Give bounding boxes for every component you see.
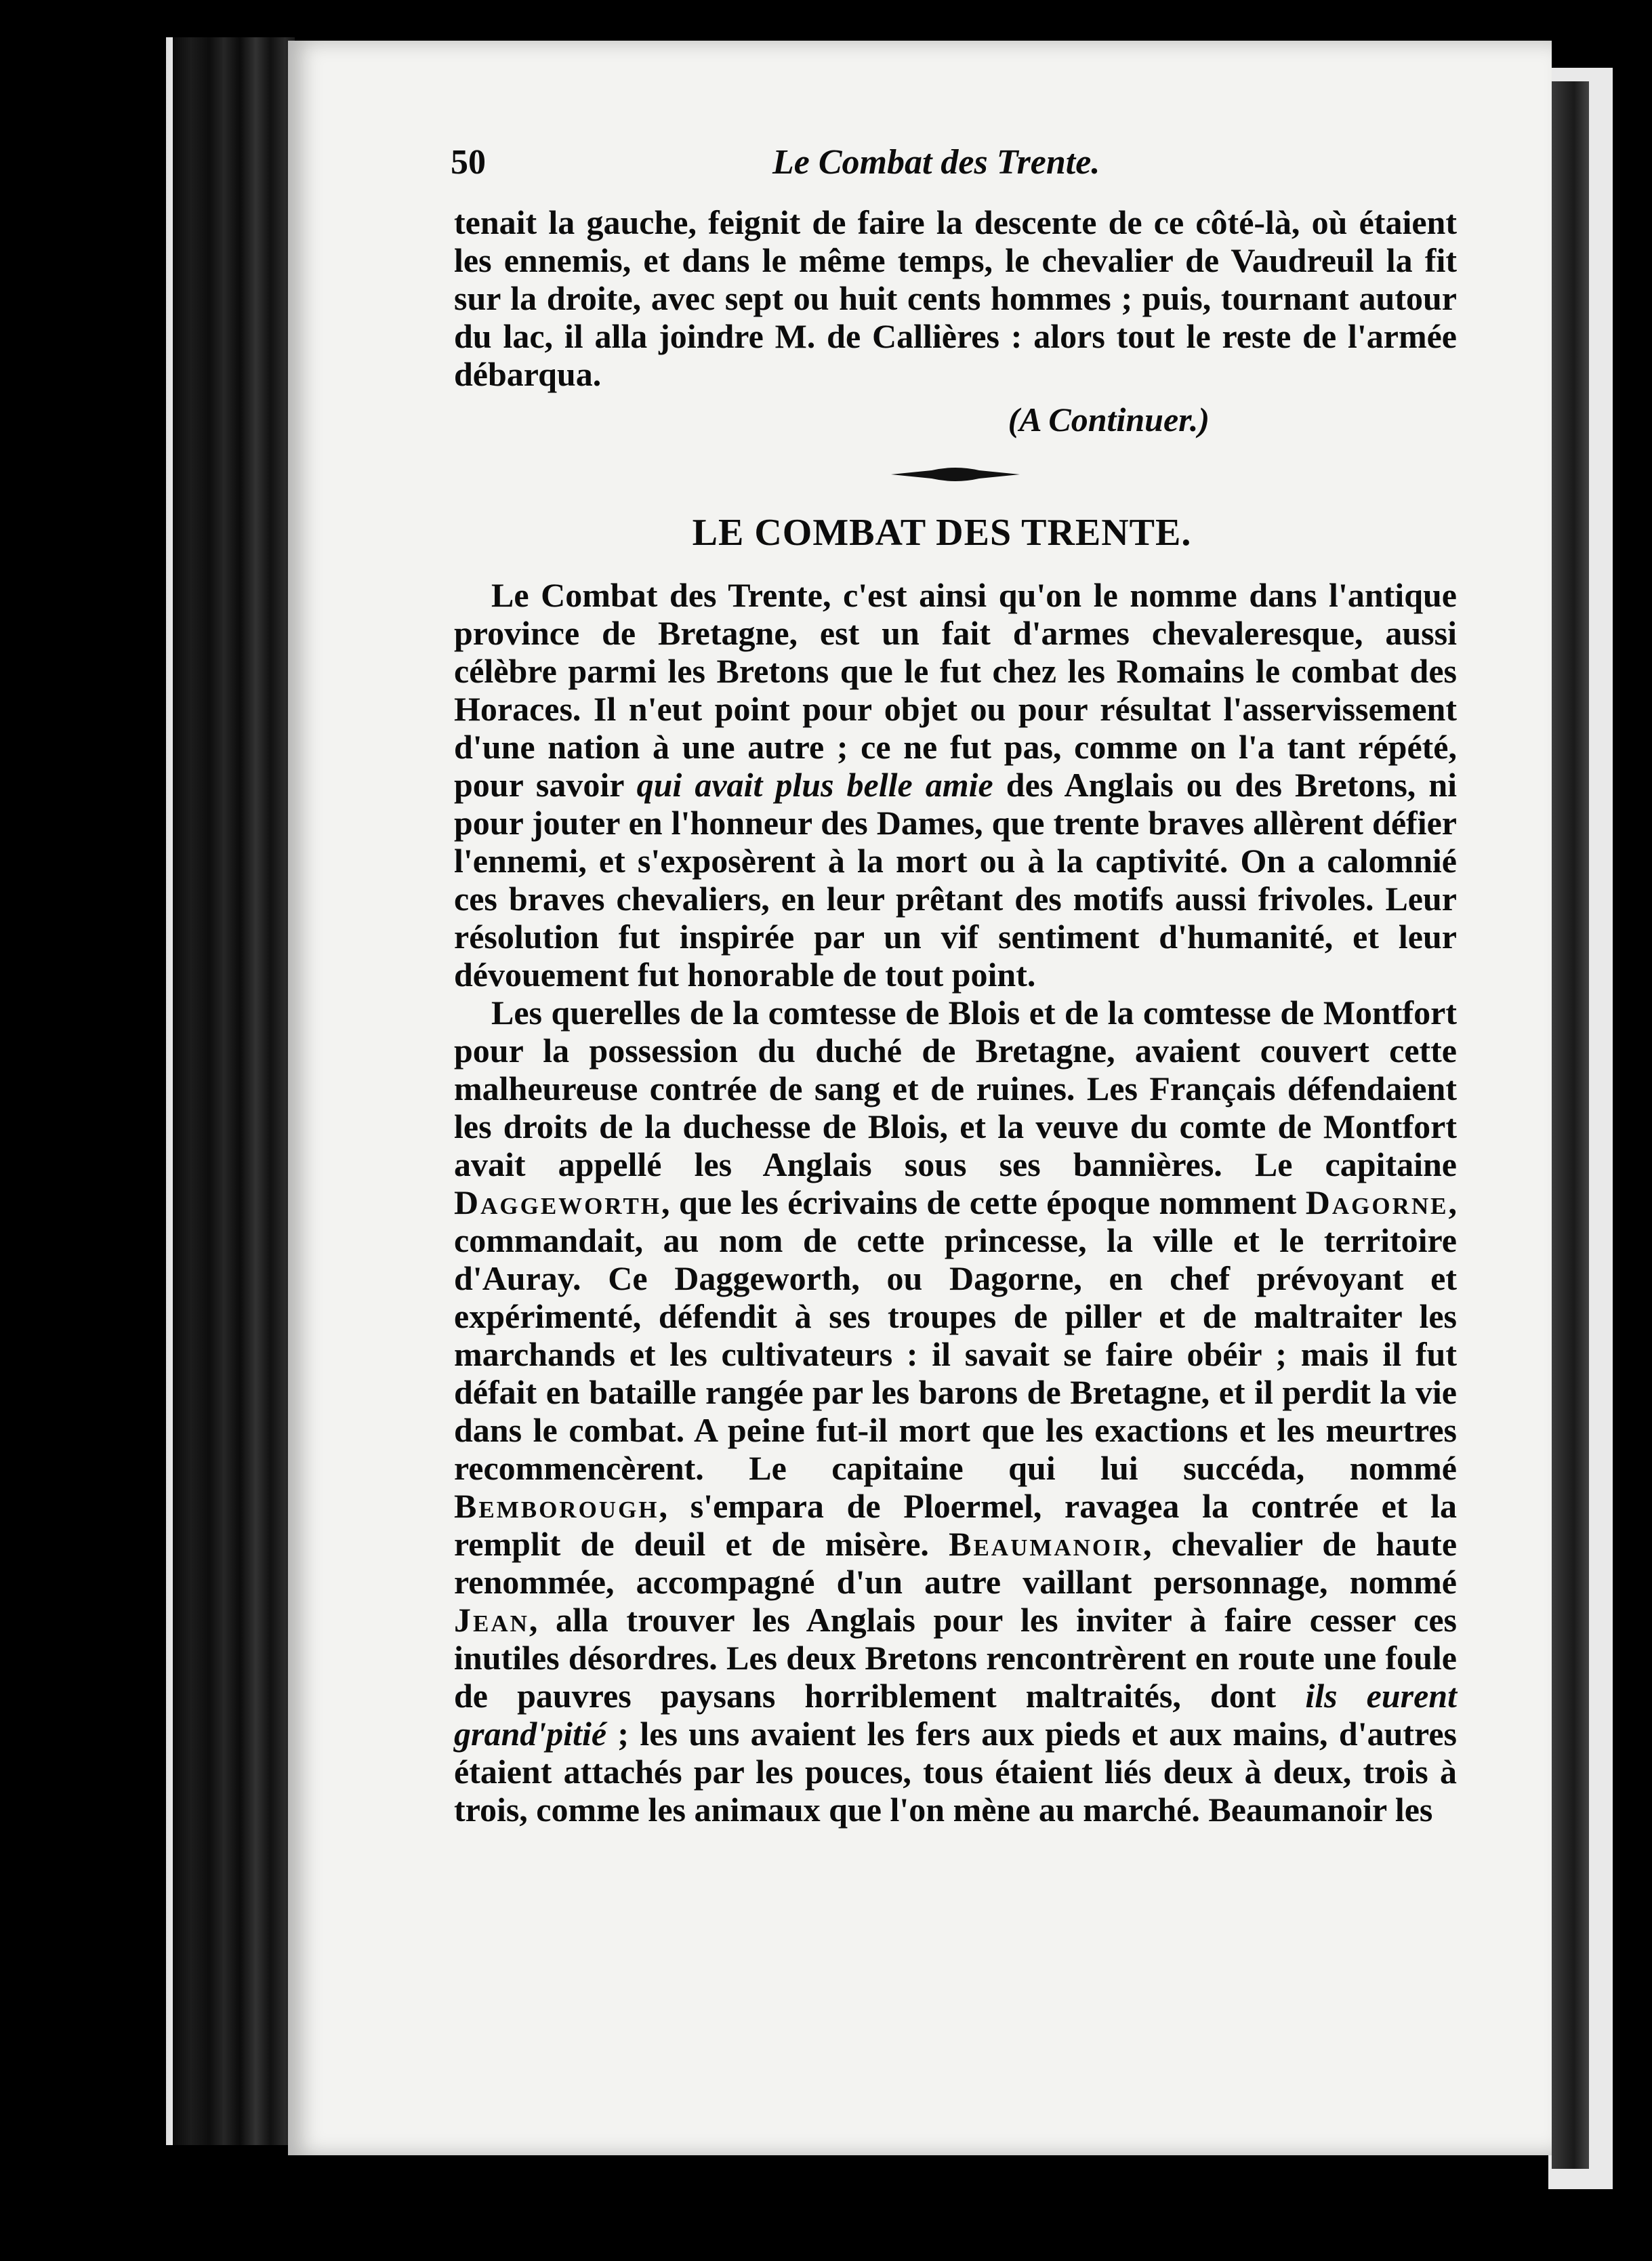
section-divider-ornament [891, 462, 1020, 487]
previous-article-closing: tenait la gauche, feignit de faire la descente de ce côté-là, où étaient les ennemis, et dans le même temps, le chevalier de Vaudreuil la fit sur la droite, avec sept ou huit cents hommes ; puis, tournant autour du lac, il alla joindre M. de Callières : alors tout le reste de l'armée débarqua. [454, 203, 1457, 393]
person-name: Jean [454, 1601, 529, 1639]
italic-phrase: qui avait plus belle amie [636, 766, 993, 804]
continuation-note: (A Continuer.) [1008, 401, 1210, 439]
text-block [451, 142, 1458, 1829]
right-shadow [1552, 81, 1589, 2169]
paragraph-text: , alla trouver les Anglais pour les inviter à faire cesser ces inutiles désordres. Les deux Bretons rencontrèrent en route une foule de pauvres paysans horriblement maltraités, dont [454, 1601, 1457, 1715]
paragraph-text: Le Combat des Trente, c'est ainsi qu'on le nomme dans l'antique province de Bretagne, est un fait d'armes chevaleresque, aussi célèbre parmi les Bretons que le fut chez les Romains le combat des Horaces. Il n'eut point pour objet ou pour résultat l'asservissement d'une nation à une autre ; ce ne fut pas, comme on l'a tant répété, pour savoir [454, 576, 1457, 804]
article-title: LE COMBAT DES TRENTE. [692, 512, 1192, 554]
person-name: Beaumanoir [949, 1525, 1144, 1563]
article-paragraph-1 [454, 576, 1457, 994]
book-spine [173, 37, 295, 2145]
person-name: Dagorne [1305, 1183, 1449, 1221]
running-title: Le Combat des Trente. [772, 143, 1100, 182]
paragraph-text: , que les écrivains de cette époque nomment [661, 1183, 1297, 1221]
italic-phrase: ils eurent grand'pitié [454, 1677, 1458, 1753]
book-page [288, 41, 1552, 2155]
paragraph-text: ; les uns avaient les fers aux pieds et aux mains, d'autres étaient attachés par les pouces, tous étaient liés deux à deux, trois à trois, comme les animaux que l'on mène au marché. Beaumanoir les [454, 1715, 1457, 1829]
paragraph-text: , chevalier de haute renommée, accompagné d'un autre vaillant personnage, nommé [454, 1525, 1458, 1601]
paragraph-text: , s'empara de Ploermel, ravagea la contrée et la remplit de deuil et de misère. [454, 1487, 1457, 1563]
page-number: 50 [451, 143, 486, 182]
person-name: Daggeworth [454, 1183, 662, 1221]
paragraph-text: des Anglais ou des Bretons, ni pour jouter en l'honneur des Dames, que trente braves allèrent défier l'ennemi, et s'exposèrent à la mort ou à la captivité. On a calomnié ces braves chevaliers, en leur prêtant des motifs aussi frivoles. Leur résolution fut inspirée par un vif sentiment d'humanité, et leur dévouement fut honorable de tout point. [454, 766, 1458, 994]
paragraph-text: , commandait, au nom de cette princesse, la ville et le territoire d'Auray. Ce Daggeworth, ou Dagorne, en chef prévoyant et expérimenté, défendit à ses troupes de piller et de maltraiter les marchands et les cultivateurs : il savait se faire obéir ; mais il fut défait en bataille rangée par les barons de Bretagne, et il perdit la vie dans le combat. A peine fut-il mort que les exactions et les meurtres recommencèrent. Le capitaine qui lui succéda, nommé [454, 1183, 1458, 1487]
article-paragraph-2 [454, 994, 1457, 1829]
page-header [451, 142, 1457, 197]
person-name: Bemborough [454, 1487, 659, 1525]
paragraph-text: Les querelles de la comtesse de Blois et de la comtesse de Montfort pour la possession du duché de Bretagne, avaient couvert cette malheureuse contrée de sang et de ruines. Les Français défendaient les droits de la duchesse de Blois, et la veuve du comte de Montfort avait appellé les Anglais sous ses bannières. Le capitaine [454, 994, 1457, 1183]
